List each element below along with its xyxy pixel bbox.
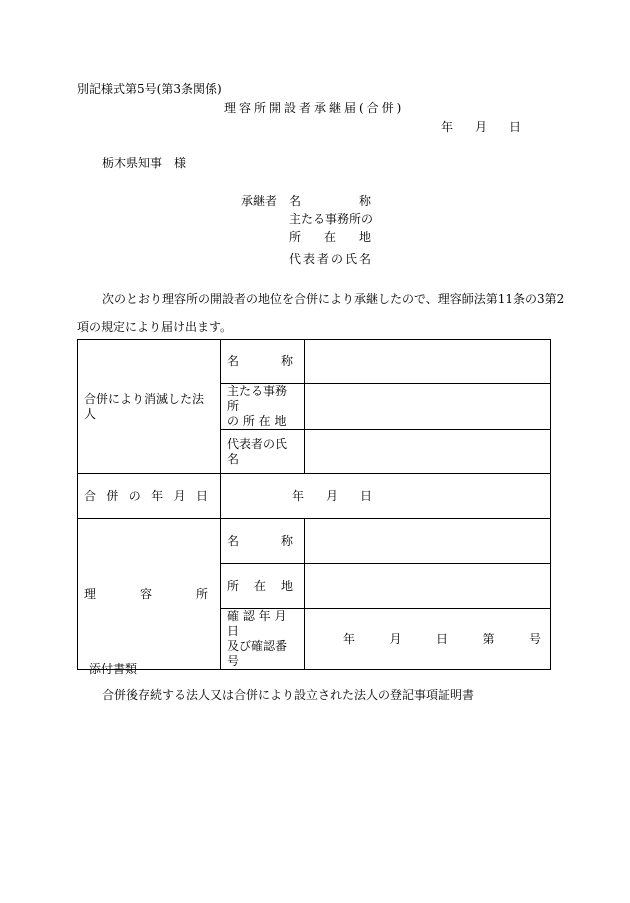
date-month: 月 — [474, 120, 487, 134]
form-table — [77, 339, 551, 668]
dissolved-corp-label: 合併により消滅した法人 — [78, 340, 221, 474]
attachments-heading: 添付書類 — [89, 662, 138, 676]
merger-date-char: 併 — [106, 488, 119, 503]
confirm-line2: 及び確認番号 — [227, 639, 288, 668]
confirm-number-suffix: 号 — [528, 631, 541, 646]
dissolved-name-label-cell — [221, 340, 305, 384]
merger-date-day: 日 — [359, 488, 372, 503]
successor-representative-label: 代表者の氏名 — [289, 252, 374, 266]
body-text-line2: 項の規定により届け出ます。 — [77, 320, 233, 334]
merger-date-label-cell — [78, 474, 221, 519]
shop-name-field[interactable] — [305, 519, 551, 564]
dissolved-name-char: 称 — [280, 354, 293, 368]
barbershop-char: 容 — [139, 586, 152, 601]
dissolved-office-line2: の 所 在 地 — [227, 414, 287, 428]
table-row — [78, 519, 551, 564]
barbershop-char: 理 — [84, 586, 97, 601]
successor-office-char: 在 — [323, 230, 336, 244]
dissolved-representative-label: 代表者の氏名 — [221, 430, 305, 474]
dissolved-representative-field[interactable] — [305, 430, 551, 474]
form-number: 別記様式第5号(第3条関係) — [77, 82, 222, 96]
successor-office-char: 所 — [289, 230, 302, 244]
confirm-day: 日 — [435, 631, 448, 646]
barbershop-label-cell — [78, 519, 221, 670]
merger-date-char: 日 — [195, 488, 208, 503]
successor-label: 承継者 — [241, 194, 278, 208]
successor-office-line1: 主たる事務所の — [289, 212, 374, 226]
date-year: 年 — [441, 120, 454, 134]
dissolved-office-label-cell — [221, 384, 305, 430]
merger-date-char: 月 — [173, 488, 186, 503]
shop-location-char: 在 — [253, 578, 266, 593]
shop-location-char: 地 — [280, 578, 293, 593]
merger-date-field[interactable] — [221, 474, 551, 519]
body-text-line1: 次のとおり理容所の開設者の地位を合併により承継したので、理容師法第11条の3第2 — [102, 292, 565, 306]
merger-date-month: 月 — [325, 488, 338, 503]
confirm-field[interactable] — [305, 609, 551, 670]
shop-location-char: 所 — [227, 578, 240, 593]
dissolved-name-field[interactable] — [305, 340, 551, 384]
confirm-year: 年 — [343, 631, 356, 646]
attachments-item: 合併後存続する法人又は合併により設立された法人の登記事項証明書 — [102, 688, 475, 702]
date-day: 日 — [508, 120, 521, 134]
date-line — [441, 121, 521, 133]
successor-office-line2 — [289, 231, 371, 243]
confirm-label-cell — [221, 609, 305, 670]
shop-location-field[interactable] — [305, 564, 551, 609]
successor-name-char: 名 — [289, 194, 302, 208]
dissolved-office-field[interactable] — [305, 384, 551, 430]
confirm-number-prefix: 第 — [482, 631, 495, 646]
merger-date-char: の — [128, 488, 141, 503]
merger-date-char: 合 — [84, 488, 97, 503]
successor-name-label — [289, 195, 371, 207]
confirm-month: 月 — [389, 631, 402, 646]
barbershop-char: 所 — [195, 586, 208, 601]
table-row — [78, 340, 551, 384]
merger-date-year: 年 — [292, 488, 305, 503]
dissolved-office-line1: 主たる事務所 — [227, 384, 288, 413]
shop-name-label-cell — [221, 519, 305, 564]
confirm-line1: 確 認 年 月 日 — [227, 609, 287, 638]
merger-date-char: 年 — [151, 488, 164, 503]
dissolved-name-char: 名 — [227, 354, 240, 368]
shop-location-label-cell — [221, 564, 305, 609]
shop-name-char: 名 — [227, 533, 240, 548]
shop-name-char: 称 — [280, 533, 293, 548]
form-title: 理容所開設者承継届(合併) — [224, 101, 405, 115]
table-row — [78, 474, 551, 519]
successor-office-char: 地 — [358, 230, 371, 244]
successor-name-char: 称 — [358, 194, 371, 208]
addressee: 栃木県知事 様 — [102, 156, 187, 170]
